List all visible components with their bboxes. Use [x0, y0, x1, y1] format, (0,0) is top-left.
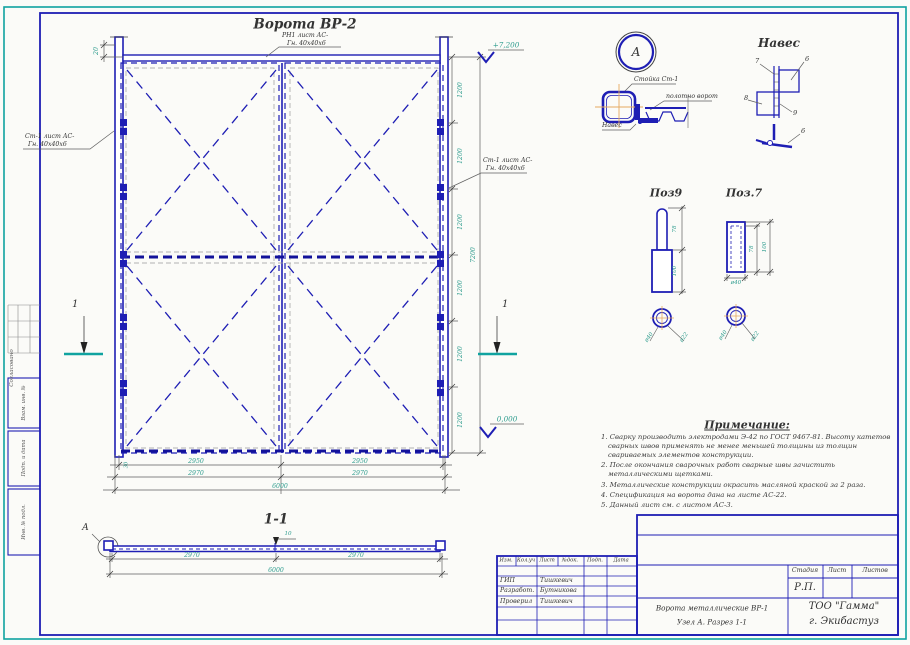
dim-7200: 7200: [469, 247, 477, 263]
poz7-dim-22: ø22: [749, 330, 761, 343]
stamp-sheet-label: Лист: [827, 566, 847, 574]
poz9-title: Поз9: [649, 186, 683, 200]
stamp-city: г. Экибастуз: [809, 616, 879, 627]
naves-title: Навес: [758, 36, 800, 50]
section-1-1-total: 6000: [268, 566, 284, 574]
dim-1200: 1200: [456, 82, 464, 98]
gate-drawing: [110, 37, 453, 457]
stamp-doc-title1: Ворота металлические ВР-1: [655, 603, 769, 613]
naves-pos6b-label: 6: [801, 127, 806, 135]
margin-inv: Инв. № подл.: [21, 504, 27, 540]
stamp-stage-label: Стадия: [791, 566, 819, 574]
callout-right-line1: Ст-1 лист АС-: [483, 157, 533, 164]
dim-top-offset: 20: [92, 47, 100, 55]
dim-1200: 1200: [456, 280, 464, 296]
margin-podp: Подп. и дата: [21, 439, 27, 477]
stamp-role-prover: Проверил: [500, 598, 533, 605]
stamp-header-ndok: №док.: [561, 557, 579, 564]
section-1-1-bubble: А: [82, 523, 89, 533]
detail-a-bubble: А: [631, 45, 641, 59]
stamp-header-list: Лист: [539, 557, 555, 564]
poz7-drawing: [724, 219, 774, 339]
callout-top-line2: Гн. 40х40х6: [287, 40, 326, 47]
drawing-title: Ворота ВР-2: [253, 16, 357, 33]
stamp-doc-title2: Узел А. Разрез 1-1: [677, 617, 747, 627]
stamp-header-izm: Изм.: [499, 557, 513, 564]
sheet-border: [4, 7, 906, 639]
callout-top-line1: РН1 лист АС-: [282, 32, 329, 39]
poz9-dim-78: 78: [672, 225, 679, 233]
stamp-role-razrab: Разработ.: [500, 587, 535, 594]
dim-1200: 1200: [456, 412, 464, 428]
callout-leaders: [23, 47, 527, 188]
callout-left-line2: Гн. 40х40х6: [28, 141, 67, 148]
detail-a-polotno-label: полотно ворот: [666, 93, 718, 100]
margin-vzam: Взам. инв. №: [21, 385, 27, 421]
section-mark-right: 1: [502, 299, 509, 310]
elevation-bottom: 0,000: [496, 414, 518, 424]
poz7-dim-40c: ø40: [717, 329, 729, 342]
stamp-name-gip: Тишкевич: [540, 577, 573, 584]
dim-1200: 1200: [456, 346, 464, 362]
section-1-1-gap: 10: [284, 531, 292, 538]
section-1-1-dim-left: 2970: [184, 551, 200, 559]
poz9-dim-100: 100: [672, 265, 679, 277]
stamp-sheets-label: Листов: [862, 566, 888, 574]
dim-6000: 6000: [272, 482, 288, 490]
stamp-company: ТОО "Гамма": [808, 601, 880, 612]
note-item: 2. После окончания сварочных работ сварные швы зачистить металлическими щетками.: [601, 461, 836, 479]
stamp-header-podp: Подп.: [587, 557, 603, 564]
callout-left-line1: Ст-1 лист АС-: [25, 133, 75, 140]
stamp-header-data: Дата: [613, 557, 629, 564]
margin-soglasovano: Согласовано: [9, 349, 15, 387]
naves-pos8-label: 8: [744, 94, 749, 102]
poz7-dim-100: 100: [762, 241, 769, 253]
dim-2970-left: 2970: [188, 469, 204, 477]
poz7-dim-40: ø40: [730, 280, 742, 287]
naves-pos6-label: 6: [805, 55, 810, 63]
dim-2950-right: 2950: [352, 457, 368, 465]
naves-drawing: [748, 62, 804, 147]
section-mark-left: 1: [72, 299, 79, 310]
stamp-role-gip: ГИП: [500, 577, 515, 584]
notes-list: [601, 433, 897, 511]
detail-a-naves-label: Навес: [602, 122, 622, 129]
stamp-header-koluch: Кол.уч: [516, 557, 536, 564]
poz9-drawing: [650, 205, 686, 341]
dim-1200: 1200: [456, 214, 464, 230]
poz7-dim-78: 78: [749, 245, 756, 253]
elevation-top: +7,200: [492, 40, 520, 50]
dim-2970-right: 2970: [352, 469, 368, 477]
elevation-mark-icon: [478, 50, 524, 437]
section-1-1-title: 1-1: [263, 511, 289, 528]
stamp-stage-value: Р.П.: [794, 582, 816, 593]
dim-30: 30: [123, 461, 130, 469]
section-1-1-dim-right: 2970: [348, 551, 364, 559]
stamp-name-prover: Тишкевич: [540, 598, 573, 605]
poz7-title: Поз.7: [725, 186, 763, 200]
section-cut-marks: [64, 316, 517, 354]
note-item: 5. Данный лист см. с листом АС-3.: [601, 500, 733, 509]
naves-pos9-label: 9: [793, 109, 798, 117]
dim-2950-left: 2950: [188, 457, 204, 465]
notes-title: Примечание:: [704, 418, 790, 432]
note-item: 3. Металлические конструкции окрасить масляной краской за 2 раза.: [601, 480, 866, 489]
dim-1200: 1200: [456, 148, 464, 164]
detail-a-stojka-label: Стойка Ст-1: [634, 76, 679, 83]
note-item: 1. Сварку производить электродами Э-42 по ГОСТ 9467-81. Высоту катетов сварных швов применять не менее меньшей толщины из толщин свариваемых элементов конструкции.: [601, 433, 891, 460]
poz9-dim-40: ø40: [643, 331, 655, 344]
callout-right-line2: Гн. 40х40х6: [486, 165, 525, 172]
stamp-name-razrab: Бутникова: [540, 587, 577, 594]
note-item: 4. Спецификация на ворота дана на листе АС-22.: [601, 490, 787, 499]
poz9-dim-22: ø22: [678, 331, 690, 344]
naves-pos7-label: 7: [755, 57, 760, 65]
